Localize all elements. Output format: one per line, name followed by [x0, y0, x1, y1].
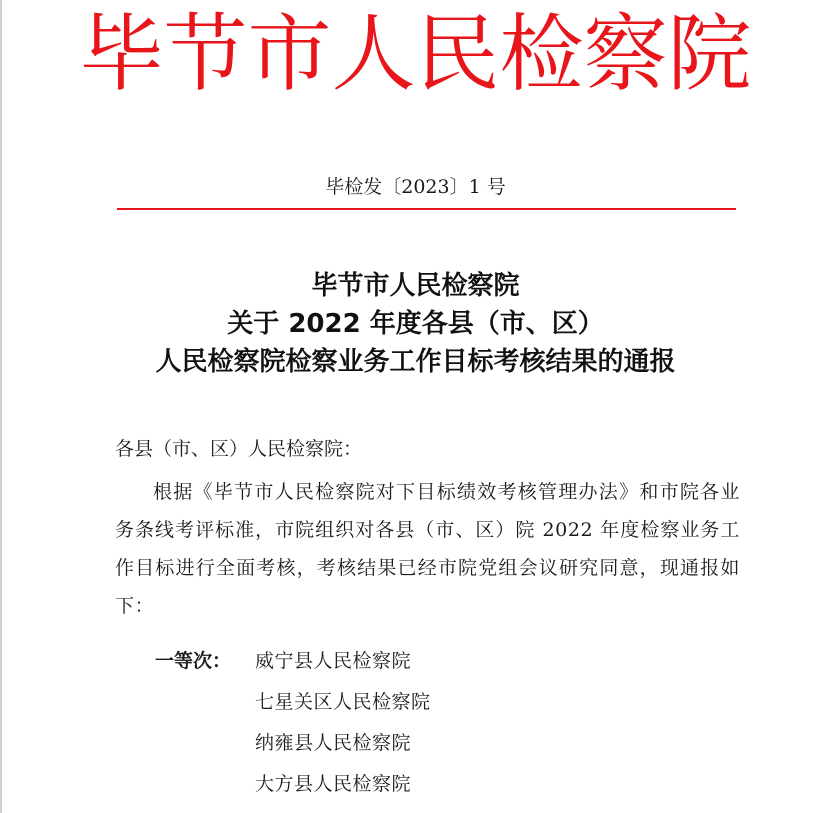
list-item: [155, 641, 431, 682]
title-line-2: 关于 2022 年度各县（市、区）: [227, 309, 604, 339]
tier-item: 大方县人民检察院: [255, 773, 412, 795]
title-line-3: 人民检察院检察业务工作目标考核结果的通报: [155, 347, 676, 377]
list-item: [155, 764, 431, 805]
list-item: [155, 682, 431, 723]
tier-label: 一等次：: [155, 650, 232, 672]
tier-item: 威宁县人民检察院: [255, 650, 412, 672]
page-edge: [0, 0, 2, 813]
tier-item: 七星关区人民检察院: [255, 691, 431, 713]
tier-item: 纳雍县人民检察院: [255, 732, 412, 754]
document-number: 毕检发〔2023〕1 号: [325, 176, 506, 198]
notice-title: [0, 267, 831, 381]
masthead-title: 毕节市人民检察院: [79, 5, 752, 103]
title-line-1: 毕节市人民检察院: [311, 271, 520, 301]
body-paragraph: 根据《毕节市人民检察院对下目标绩效考核管理办法》和市院各业务条线考评标准，市院组织对各县（市、区）院 2022 年度检察业务工作目标进行全面考核，考核结果已经市院党组会议研究同意，现通报如下：: [115, 481, 740, 617]
red-divider-line: [117, 208, 736, 210]
list-item: [155, 723, 431, 764]
first-tier-list: [155, 641, 431, 805]
salutation: 各县（市、区）人民检察院：: [115, 438, 363, 460]
